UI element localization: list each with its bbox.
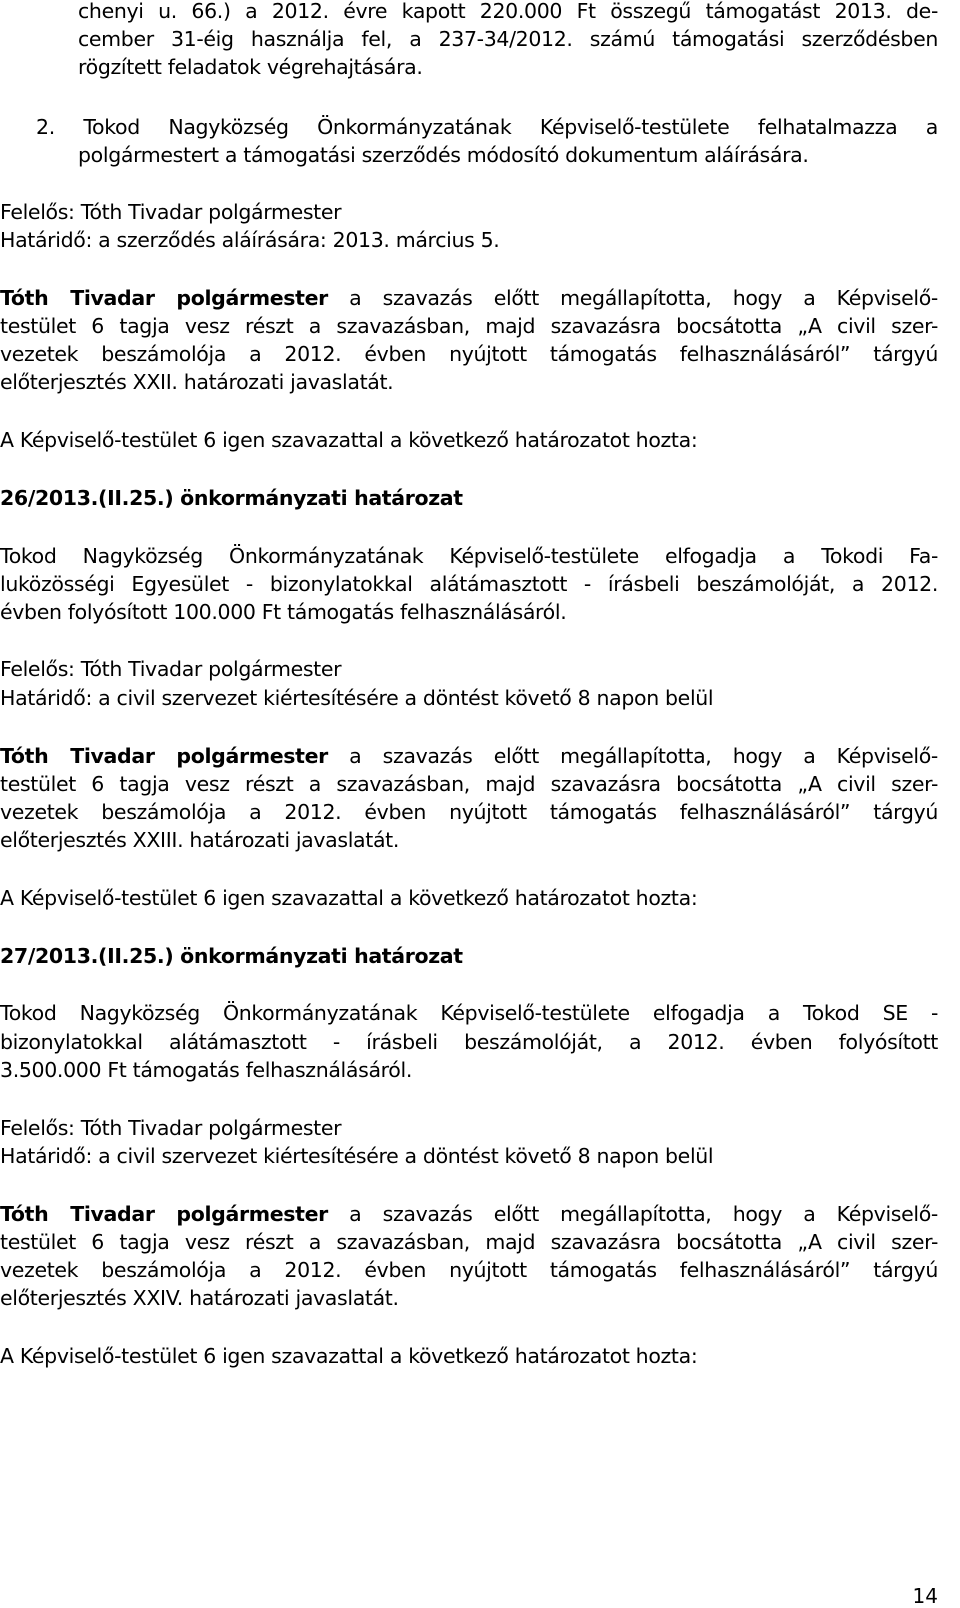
vote3-line-3: vezetek beszámolója a 2012. évben nyújtott támogatás felhasználásáról” tárgyú — [0, 1258, 938, 1282]
point-2-line-2: polgármestert a támogatási szerződés módosító dokumentum aláírására. — [78, 143, 809, 167]
vote3-result: A Képviselő-testület 6 igen szavazattal a következő határozatot hozta: — [0, 1344, 698, 1368]
vote2-result: A Képviselő-testület 6 igen szavazattal a következő határozatot hozta: — [0, 886, 698, 910]
vote2-line-1-rest: a szavazás előtt megállapította, hogy a Képviselő- — [327, 744, 938, 768]
vote1-line-2: testület 6 tagja vesz részt a szavazásban, majd szavazásra bocsátotta „A civil szer- — [0, 314, 938, 338]
mayor-name: Tóth Tivadar polgármester — [0, 1202, 328, 1226]
vote1-line-3: vezetek beszámolója a 2012. évben nyújtott támogatás felhasználásáról” tárgyú — [0, 342, 938, 366]
resolution27-line-2: bizonylatokkal alátámasztott - írásbeli beszámolóját, a 2012. évben folyósított — [0, 1030, 938, 1054]
vote3-line-2: testület 6 tagja vesz részt a szavazásban, majd szavazásra bocsátotta „A civil szer- — [0, 1230, 938, 1254]
vote1-line-1 — [0, 284, 938, 312]
resolution27-heading: 27/2013.(II.25.) önkormányzati határozat — [0, 944, 463, 968]
mayor-name: Tóth Tivadar polgármester — [0, 286, 328, 310]
vote2-line-4: előterjesztés XXIII. határozati javaslatát. — [0, 828, 400, 852]
vote1-line-1-rest: a szavazás előtt megállapította, hogy a Képviselő- — [327, 286, 938, 310]
vote2-line-1 — [0, 742, 938, 770]
resolution27-line-3: 3.500.000 Ft támogatás felhasználásáról. — [0, 1058, 412, 1082]
page-number: 14 — [912, 1584, 938, 1608]
resolution27-felelos: Felelős: Tóth Tivadar polgármester — [0, 1116, 342, 1140]
resolution26-line-3: évben folyósított 100.000 Ft támogatás felhasználásáról. — [0, 600, 567, 624]
vote1-line-4: előterjesztés XXII. határozati javaslatát. — [0, 370, 394, 394]
vote2-line-2: testület 6 tagja vesz részt a szavazásban, majd szavazásra bocsátotta „A civil szer- — [0, 772, 938, 796]
point-2-line-1: 2. Tokod Nagyközség Önkormányzatának Képviselő-testülete felhatalmazza a — [36, 115, 938, 139]
mayor-name: Tóth Tivadar polgármester — [0, 744, 328, 768]
felelos-intro: Felelős: Tóth Tivadar polgármester — [0, 200, 342, 224]
hatarido-intro: Határidő: a szerződés aláírására: 2013. március 5. — [0, 228, 500, 252]
vote2-line-3: vezetek beszámolója a 2012. évben nyújtott támogatás felhasználásáról” tárgyú — [0, 800, 938, 824]
resolution26-heading: 26/2013.(II.25.) önkormányzati határozat — [0, 486, 463, 510]
resolution27-line-1: Tokod Nagyközség Önkormányzatának Képviselő-testülete elfogadja a Tokod SE - — [0, 1001, 938, 1025]
resolution26-line-1: Tokod Nagyközség Önkormányzatának Képviselő-testülete elfogadja a Tokodi Fa- — [0, 544, 938, 568]
vote3-line-1-rest: a szavazás előtt megállapította, hogy a Képviselő- — [327, 1202, 938, 1226]
vote1-result: A Képviselő-testület 6 igen szavazattal a következő határozatot hozta: — [0, 428, 698, 452]
intro-line-1: chenyi u. 66.) a 2012. évre kapott 220.000 Ft összegű támogatást 2013. de- — [78, 0, 938, 23]
resolution27-hatarido: Határidő: a civil szervezet kiértesítésére a döntést követő 8 napon belül — [0, 1144, 714, 1168]
intro-line-2: cember 31-éig használja fel, a 237-34/2012. számú támogatási szerződésben — [78, 27, 938, 51]
vote3-line-4: előterjesztés XXIV. határozati javaslatát. — [0, 1286, 399, 1310]
vote3-line-1 — [0, 1200, 938, 1228]
intro-line-3: rögzített feladatok végrehajtására. — [78, 55, 423, 79]
resolution26-line-2: luközösségi Egyesület - bizonylatokkal alátámasztott - írásbeli beszámolóját, a 2012. — [0, 572, 938, 596]
resolution26-felelos: Felelős: Tóth Tivadar polgármester — [0, 657, 342, 681]
resolution26-hatarido: Határidő: a civil szervezet kiértesítésére a döntést követő 8 napon belül — [0, 686, 714, 710]
